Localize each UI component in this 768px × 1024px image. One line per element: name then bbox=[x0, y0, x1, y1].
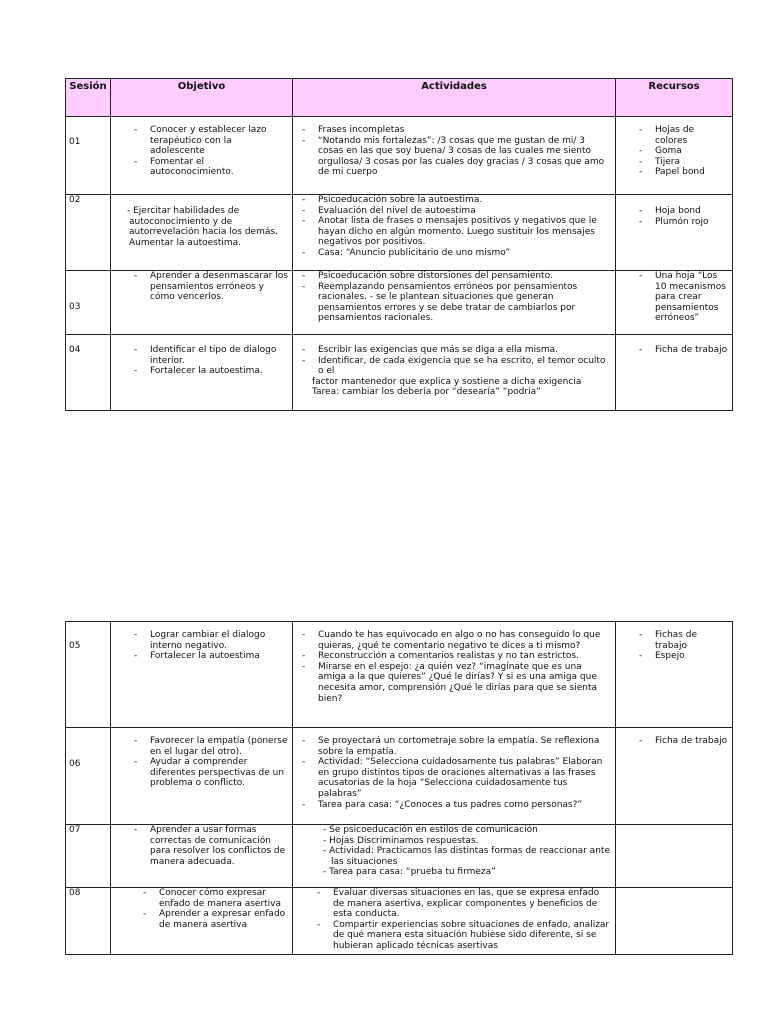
resources-cell bbox=[616, 117, 733, 195]
activity-item: - Tarea para casa: “¿Conoces a tus padres como personas?” bbox=[296, 800, 612, 811]
activities-cell bbox=[293, 335, 616, 411]
resource-item: - Papel bond bbox=[619, 167, 729, 178]
resource-item: - Hoja bond bbox=[619, 206, 729, 217]
resources-cell bbox=[616, 622, 733, 728]
resource-item: - Plumón rojo bbox=[619, 217, 729, 228]
activity-item: - Reconstrucción a comentarios realistas y no tan estrictos. bbox=[296, 651, 612, 662]
activity-item: - Compartir experiencias sobre situaciones de enfado, analizar de qué manera esta situación hubiese sido diferente, si se hubieran aplicado técnicas asertivas bbox=[311, 920, 612, 952]
resources-cell bbox=[616, 335, 733, 411]
objective-cell bbox=[111, 888, 293, 955]
activity-line: - Tarea para casa: “prueba tu firmeza” bbox=[323, 867, 496, 878]
objective-cell bbox=[111, 622, 293, 728]
table-header-row bbox=[66, 79, 733, 117]
table-row bbox=[66, 728, 733, 825]
objective-item: - Ayudar a comprender diferentes perspectivas de un problema o conflicto. bbox=[114, 757, 289, 789]
activities-cell bbox=[293, 728, 616, 825]
session-number: 04 bbox=[66, 335, 111, 411]
resources-cell bbox=[616, 888, 733, 955]
activity-line: - Actividad: Practicamos las distintas formas de reaccionar ante las situaciones bbox=[323, 846, 610, 867]
objective-item: - Identificar el tipo de dialogo interior. bbox=[114, 345, 289, 366]
objective-item: - Fortalecer la autoestima bbox=[114, 651, 289, 662]
objective-cell bbox=[111, 195, 293, 271]
activities-cell bbox=[293, 888, 616, 955]
session-number: 05 bbox=[66, 622, 111, 728]
activity-item: - Casa: “Anuncio publicitario de uno mismo” bbox=[296, 248, 612, 259]
header-objective: Objetivo bbox=[111, 79, 293, 117]
table-row bbox=[66, 117, 733, 195]
header-session: Sesión bbox=[66, 79, 111, 117]
activity-item: - Escribir las exigencias que más se diga a ella misma. bbox=[296, 345, 612, 356]
activities-cell bbox=[293, 271, 616, 335]
header-activities: Actividades bbox=[293, 79, 616, 117]
activity-continuation: factor mantenedor que explica y sostiene a dicha exigencia bbox=[312, 376, 582, 387]
activity-item: - Actividad: “Selecciona cuidadosamente tus palabras” Elaboran en grupo distintos tipos de oraciones alternativas a las frases acusatorias de la hoja “Selecciona cuidadosamente tus palabras” bbox=[296, 757, 612, 799]
objective-cell bbox=[111, 271, 293, 335]
activity-item: - Cuando te has equivocado en algo o no has conseguido lo que quieras, ¿qué te comentario negativo te dices a ti mismo? bbox=[296, 630, 612, 651]
resource-item: - Una hoja “Los 10 mecanismos para crear pensamientos erróneos” bbox=[619, 271, 729, 324]
header-resources: Recursos bbox=[616, 79, 733, 117]
activity-item: - Evaluación del nivel de autoestima bbox=[296, 206, 612, 217]
objective-item: - Favorecer la empatía (ponerse en el lugar del otro). bbox=[114, 736, 289, 757]
session-number: 03 bbox=[66, 271, 111, 335]
activity-item: - Se proyectará un cortometraje sobre la empatía. Se reflexiona sobre la empatía. bbox=[296, 736, 612, 757]
objective-item: - Fomentar el autoconocimiento. bbox=[114, 157, 289, 178]
objective-cell bbox=[111, 728, 293, 825]
activity-item: - Identificar, de cada exigencia que se ha escrito, el temor oculto o el bbox=[296, 356, 612, 377]
objective-item: - Aprender a expresar enfado de manera asertiva bbox=[123, 909, 289, 930]
resource-item: - Ficha de trabajo bbox=[619, 345, 729, 356]
resources-cell bbox=[616, 825, 733, 888]
table-row bbox=[66, 888, 733, 955]
activity-item: - Reemplazando pensamientos erróneos por pensamientos racionales. - se le plantean situaciones que generan pensamientos errores y se debe tratar de cambiarlos por pensamientos racionales. bbox=[296, 282, 612, 324]
objective-cell bbox=[111, 825, 293, 888]
resource-item: - Goma bbox=[619, 146, 729, 157]
objective-item: - Lograr cambiar el dialogo interno negativo. bbox=[114, 630, 289, 651]
activity-item: - Anotar lista de frases o mensajes positivos y negativos que le hayan dicho en algún momento. Luego sustituir los mensajes negativos por positivos. bbox=[296, 216, 612, 248]
session-number: 01 bbox=[66, 117, 111, 195]
table-row bbox=[66, 622, 733, 728]
activities-cell bbox=[293, 825, 616, 888]
resources-cell bbox=[616, 728, 733, 825]
table-row bbox=[66, 825, 733, 888]
activity-item: - Psicoeducación sobre distorsiones del pensamiento. bbox=[296, 271, 612, 282]
objective-item: - Aprender a desenmascarar los pensamientos erróneos y cómo vencerlos. bbox=[114, 271, 289, 303]
objective-item: - Fortalecer la autoestima. bbox=[114, 366, 289, 377]
resources-cell bbox=[616, 195, 733, 271]
resource-item: - Hojas de colores bbox=[619, 125, 729, 146]
activity-item: - “Notando mis fortalezas”: /3 cosas que me gustan de mi/ 3 cosas en las que soy buena/ 3 cosas de las cuales me siento orgullosa/ 3 cosas por las cuales doy gracias / 3 cosas que amo de mi cuerpo bbox=[296, 136, 612, 178]
resource-item: - Ficha de trabajo bbox=[619, 736, 729, 747]
activity-item: - Psicoeducación sobre la autoestima. bbox=[296, 195, 612, 206]
objective-item: - Conocer y establecer lazo terapéutico con la adolescente bbox=[114, 125, 289, 157]
activity-item: - Frases incompletas bbox=[296, 125, 612, 136]
activity-line: - Se psicoeducación en estilos de comunicación bbox=[323, 825, 538, 835]
resource-item: - Espejo bbox=[619, 651, 729, 662]
session-number: 06 bbox=[66, 728, 111, 825]
table-row bbox=[66, 195, 733, 271]
objective-cell bbox=[111, 117, 293, 195]
objective-cell bbox=[111, 335, 293, 411]
resource-item: - Tijera bbox=[619, 157, 729, 168]
table-row bbox=[66, 335, 733, 411]
session-number: 02 bbox=[66, 195, 111, 271]
resource-item: - Fichas de trabajo bbox=[619, 630, 729, 651]
objective-item: - Conocer cómo expresar enfado de manera asertiva bbox=[123, 888, 289, 909]
activity-item: - Mirarse en el espejo: ¿a quién vez? “imagínate que es una amiga a la que quieres” ¿Qué le dirías? Y si es una amiga que necesita amor, comprensión ¿Qué le dirías para que se sienta bien? bbox=[296, 662, 612, 704]
resources-cell bbox=[616, 271, 733, 335]
session-number: 07 bbox=[66, 825, 111, 888]
activity-item: - Evaluar diversas situaciones en las, que se expresa enfado de manera asertiva, explicar componentes y beneficios de esta conducta. bbox=[311, 888, 612, 920]
session-number: 08 bbox=[66, 888, 111, 955]
activities-cell bbox=[293, 117, 616, 195]
activity-continuation: Tarea: cambiar los debería por “desearía” “podría” bbox=[312, 387, 541, 398]
activity-line: - Hojas Discriminamos respuestas. bbox=[323, 835, 479, 846]
sessions-table-1 bbox=[65, 78, 733, 411]
activities-cell bbox=[293, 195, 616, 271]
table-row bbox=[66, 271, 733, 335]
sessions-table-2 bbox=[65, 621, 733, 955]
objective-item: - Aprender a usar formas correctas de comunicación para resolver los conflictos de manera adecuada. bbox=[114, 825, 289, 867]
objective-text: - Ejercitar habilidades de autoconocimiento y de autorrevelación hacia los demás. Aumentar la autoestima. bbox=[127, 206, 278, 248]
activities-cell bbox=[293, 622, 616, 728]
